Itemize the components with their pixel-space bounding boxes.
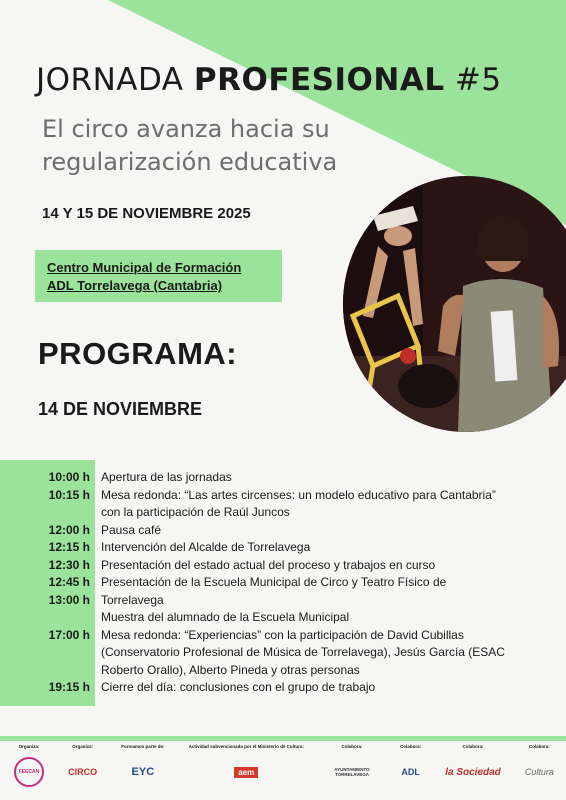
sponsor-logo — [234, 756, 258, 788]
sponsor-group — [68, 744, 97, 788]
schedule-row — [0, 469, 566, 487]
schedule-time: 17:00 h — [48, 627, 90, 642]
sponsor-label: Formamos parte de: — [121, 744, 165, 749]
schedule-row — [0, 592, 566, 627]
footer-divider — [0, 736, 566, 741]
event-dates: 14 Y 15 DE NOVIEMBRE 2025 — [42, 205, 251, 222]
sponsor-logo-text: AYUNTAMIENTO TORRELAVEGA — [334, 767, 370, 777]
schedule-description — [101, 679, 531, 697]
schedule-time: 10:15 h — [48, 487, 90, 502]
sponsor-logos — [14, 744, 554, 788]
sponsor-logo-text: la Sociedad — [445, 766, 501, 778]
schedule-row — [0, 557, 566, 575]
sponsor-group — [189, 744, 304, 788]
page-title — [36, 62, 502, 98]
sponsor-logo — [68, 756, 97, 788]
schedule-row — [0, 574, 566, 592]
program-heading: PROGRAMA: — [38, 336, 238, 371]
schedule-line: Torrelavega — [101, 592, 164, 607]
sponsor-group — [445, 744, 501, 788]
schedule-description — [101, 557, 531, 575]
sponsor-logo — [14, 756, 44, 788]
schedule-line: con la participación de Raúl Juncos — [101, 505, 290, 519]
title-bold: PROFESIONAL — [193, 62, 445, 98]
schedule-time: 10:00 h — [48, 470, 90, 484]
schedule-line: (Conservatorio Profesional de Música de Torrelavega), Jesús García (ESAC — [101, 645, 505, 659]
schedule-list — [0, 469, 566, 697]
schedule-line: Mesa redonda: “Las artes circenses: un modelo educativo para Cantabria” — [101, 487, 496, 502]
schedule-line: Muestra del alumnado de la Escuela Municipal — [101, 610, 350, 624]
sponsor-label: Colabora: — [462, 744, 484, 749]
sponsor-logo — [401, 756, 420, 788]
sponsor-label: Colabora: — [528, 744, 550, 749]
sponsor-logo — [328, 756, 376, 788]
title-light: JORNADA — [36, 62, 194, 98]
schedule-line: Intervención del Alcalde de Torrelavega — [101, 540, 311, 554]
schedule-description — [101, 522, 531, 540]
sponsor-group — [400, 744, 421, 788]
schedule-description — [101, 574, 531, 592]
sponsor-group — [328, 744, 376, 788]
schedule-time: 12:30 h — [48, 557, 90, 572]
sponsor-group — [14, 744, 44, 788]
sponsor-label: Colabora: — [341, 744, 363, 749]
sponsor-logo-text: CIRCO — [68, 767, 98, 777]
sponsor-logo-text: aem — [234, 767, 258, 778]
sponsor-label: Colabora: — [400, 744, 422, 749]
schedule-time: 12:45 h — [48, 575, 90, 589]
sponsor-logo-text: Cultura — [524, 767, 554, 777]
schedule-row — [0, 679, 566, 697]
schedule-line: Presentación del estado actual del proceso y trabajos en curso — [101, 557, 436, 572]
schedule-description — [101, 627, 531, 680]
schedule-time: 12:15 h — [48, 540, 90, 554]
sponsor-logo-text: EYC — [131, 766, 155, 778]
schedule-line: Mesa redonda: “Experiencias” con la participación de David Cubillas — [101, 627, 464, 642]
sponsor-logo — [525, 756, 554, 788]
program-day: 14 DE NOVIEMBRE — [38, 399, 203, 419]
schedule-time: 13:00 h — [48, 592, 90, 607]
schedule-description — [101, 592, 531, 627]
sponsor-label: Actividad subvencionada por el Ministerio de Cultura: — [188, 744, 304, 749]
schedule-line: Presentación de la Escuela Municipal de Circo y Teatro Físico de — [101, 575, 447, 589]
schedule-row — [0, 487, 566, 522]
sponsor-label: Organiza: — [18, 744, 40, 749]
schedule-row — [0, 627, 566, 680]
sponsor-group — [121, 744, 164, 788]
schedule-description — [101, 539, 531, 557]
subtitle: El circo avanza hacia su regularización educativa — [42, 115, 338, 176]
schedule-row — [0, 539, 566, 557]
sponsor-group — [525, 744, 554, 788]
venue-line-2: ADL Torrelavega (Cantabria) — [47, 278, 223, 293]
schedule-line: Apertura de las jornadas — [101, 470, 232, 484]
schedule-description — [101, 487, 531, 522]
schedule-line: Roberto Orallo), Alberto Pineda y otras personas — [101, 662, 360, 677]
title-number: #5 — [444, 62, 502, 98]
schedule-line: Pausa café — [101, 522, 162, 537]
sponsor-logo — [445, 756, 501, 788]
sponsor-logo-text: FEECAN — [14, 757, 44, 787]
schedule-description — [101, 469, 531, 487]
venue-line-1: Centro Municipal de Formación — [47, 260, 242, 275]
sponsor-label: Organiza: — [72, 744, 93, 749]
schedule-row — [0, 522, 566, 540]
schedule-time: 12:00 h — [48, 522, 90, 537]
venue-box — [35, 250, 282, 302]
schedule-time: 19:15 h — [48, 680, 90, 694]
sponsor-logo-text: ADL — [401, 767, 420, 777]
schedule-line: Cierre del día: conclusiones con el grupo de trabajo — [101, 680, 376, 694]
sponsor-logo — [132, 756, 155, 788]
